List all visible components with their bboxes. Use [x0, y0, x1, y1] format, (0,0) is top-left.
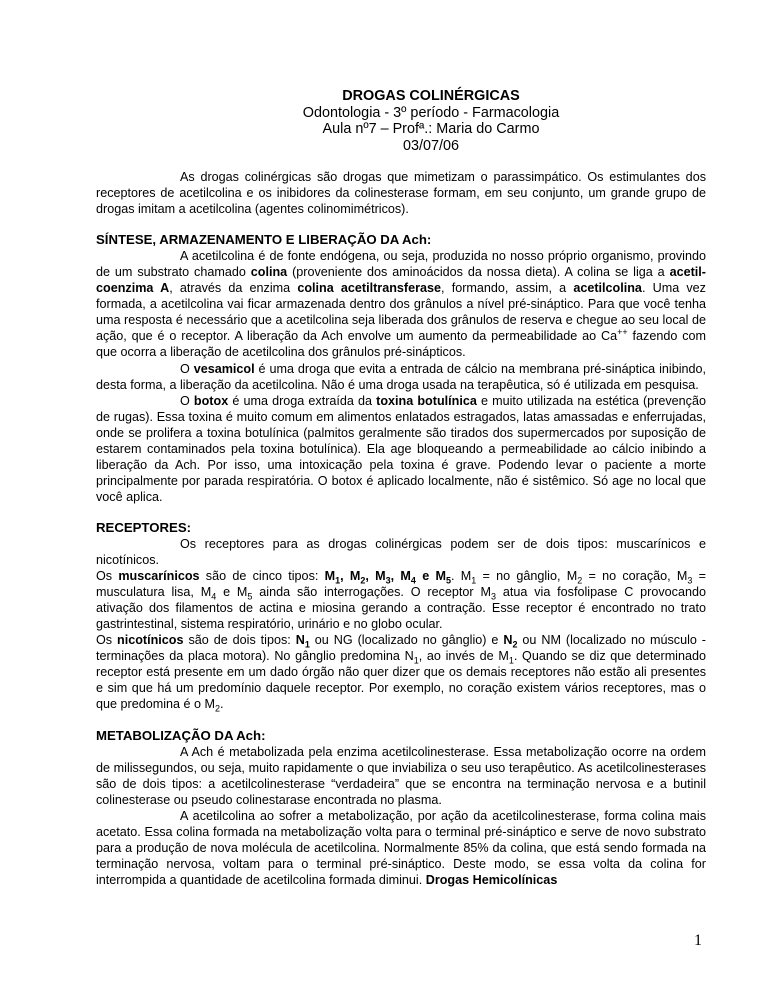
document-header — [156, 88, 706, 154]
page-number: 1 — [694, 932, 702, 949]
paragraph-muscarinicos: Os muscarínicos são de cinco tipos: $M_1$, $M_2$, $M_3$, $M_4$ e $M_5$. $M_1$ = no gânglio, $M_2$ = no coração, $M_3$ = musculatura lisa, $M_4$ e $M_5$ ainda são interrogações. O receptor $M_3$ atua via fosfolipase C provocando ativação dos filamentos de actina e miosina gerando a contração. Esse receptor é encontrado no trato gastrintestinal, sistema respiratório, urinário e no globo ocular. — [96, 569, 707, 632]
paragraph-metabolizacao-2: A acetilcolina ao sofrer a metabolização, por ação da acetilcolinesterase, forma colina mais acetato. Essa colina formada na metabolização volta para o terminal pré-sináptico e serve de novo substrato para a produção de nova molécula de acetilcolina. Normalmente 85% da colina, que está sendo formada na terminação nervosa, voltam para o terminal pré-sináptico. Deste modo, se essa volta da colina for interrompida a quantidade de acetilcolina formada diminui. Drogas Hemicolínicas — [96, 808, 706, 887]
intro-paragraph: As drogas colinérgicas são drogas que mimetizam o parassimpático. Os estimulantes dos receptores de acetilcolina e os inibidores da colinesterase formam, em seu conjunto, um grande grupo de drogas imitam a acetilcolina (agentes colinomimétricos). — [96, 170, 706, 217]
paragraph-receptores-1: Os receptores para as drogas colinérgicas podem ser de dois tipos: muscarínicos e nicotínicos. — [96, 536, 706, 568]
section-title-sintese: SÍNTESE, ARMAZENAMENTO E LIBERAÇÃO DA Ach: — [96, 232, 432, 248]
section-title-metabolizacao: METABOLIZAÇÃO DA Ach: — [96, 727, 266, 743]
paragraph-botox: O botox é uma droga extraída da toxina botulínica e muito utilizada na estética (prevenção de rugas). Essa toxina é muito comum em alimentos enlatados estragados, latas amassadas e enferrujadas, onde se prolifera a toxina botulínica (palmitos geralmente são tirados dos supermercados por suposição de estarem contaminados pela toxina botulínica). Ela age bloqueando a permeabilidade ao cálcio inibindo a liberação da Ach. Por isso, uma intoxicação pela toxina é grave. Podendo levar o paciente a morte principalmente por parada respiratória. O botox é aplicado localmente, não é sistêmico. Só age no local que você aplica. — [96, 393, 706, 504]
paragraph-sintese-1: A acetilcolina é de fonte endógena, ou seja, produzida no nosso próprio organismo, provindo de um substrato chamado colina (proveniente dos aminoácidos da nossa dieta). A colina se liga a acetil-coenzima A, através da enzima colina acetiltransferase, formando, assim, a acetilcolina. Uma vez formada, a acetilcolina vai ficar armazenada dentro dos grânulos a nível pré-sináptico. Para que você tenha uma resposta é necessário que a acetilcolina seja liberada dos grânulos de reserva e chegue ao seu local de ação, que é o receptor. A liberação da Ach envolve um aumento da permeabilidade ao Ca++ fazendo com que ocorra a liberação de acetilcolina dos grânulos pré-sinápticos. — [96, 249, 707, 360]
course-line: Odontologia - 3º período - Farmacologia — [302, 104, 560, 121]
document-page — [96, 88, 706, 888]
paragraph-vesamicol: O vesamicol é uma droga que evita a entrada de cálcio na membrana pré-sináptica inibindo, desta forma, a liberação da acetilcolina. Não é uma droga usada na terapêutica, só é utilizada em pesquisa. — [96, 361, 707, 392]
paragraph-metabolizacao-1: A Ach é metabolizada pela enzima acetilcolinesterase. Essa metabolização ocorre na ordem de milissegundos, ou seja, muito rapidamente o que inviabiliza o seu uso terapêutico. As acetilcolinesterases são de dois tipos: a acetilcolinesterase “verdadeira” que se encontra na terminação nervosa e a butinil colinesterase ou pseudo colinestarase encontrada no plasma. — [96, 744, 706, 807]
date-line: 03/07/06 — [402, 137, 460, 154]
section-title-receptores: RECEPTORES: — [96, 519, 192, 535]
document-title: DROGAS COLINÉRGICAS — [342, 88, 520, 104]
lesson-line: Aula nº7 – Profª.: Maria do Carmo — [322, 121, 540, 137]
paragraph-nicotinicos: Os nicotínicos são de dois tipos: $N_1$ ou NG (localizado no gânglio) e $N_2$ ou NM (localizado no músculo - terminações da placa motora). No gânglio predomina $N_1$, ao invés de $M_1$. Quando se diz que determinado receptor está presente em um dado órgão não quer dizer que os demais receptores não estão ali presentes e sim que há um predomínio daquele receptor. Por exemplo, no coração existem vários receptores, mas o que predomina é o $M_2$. — [96, 633, 707, 714]
document-body — [96, 169, 706, 888]
